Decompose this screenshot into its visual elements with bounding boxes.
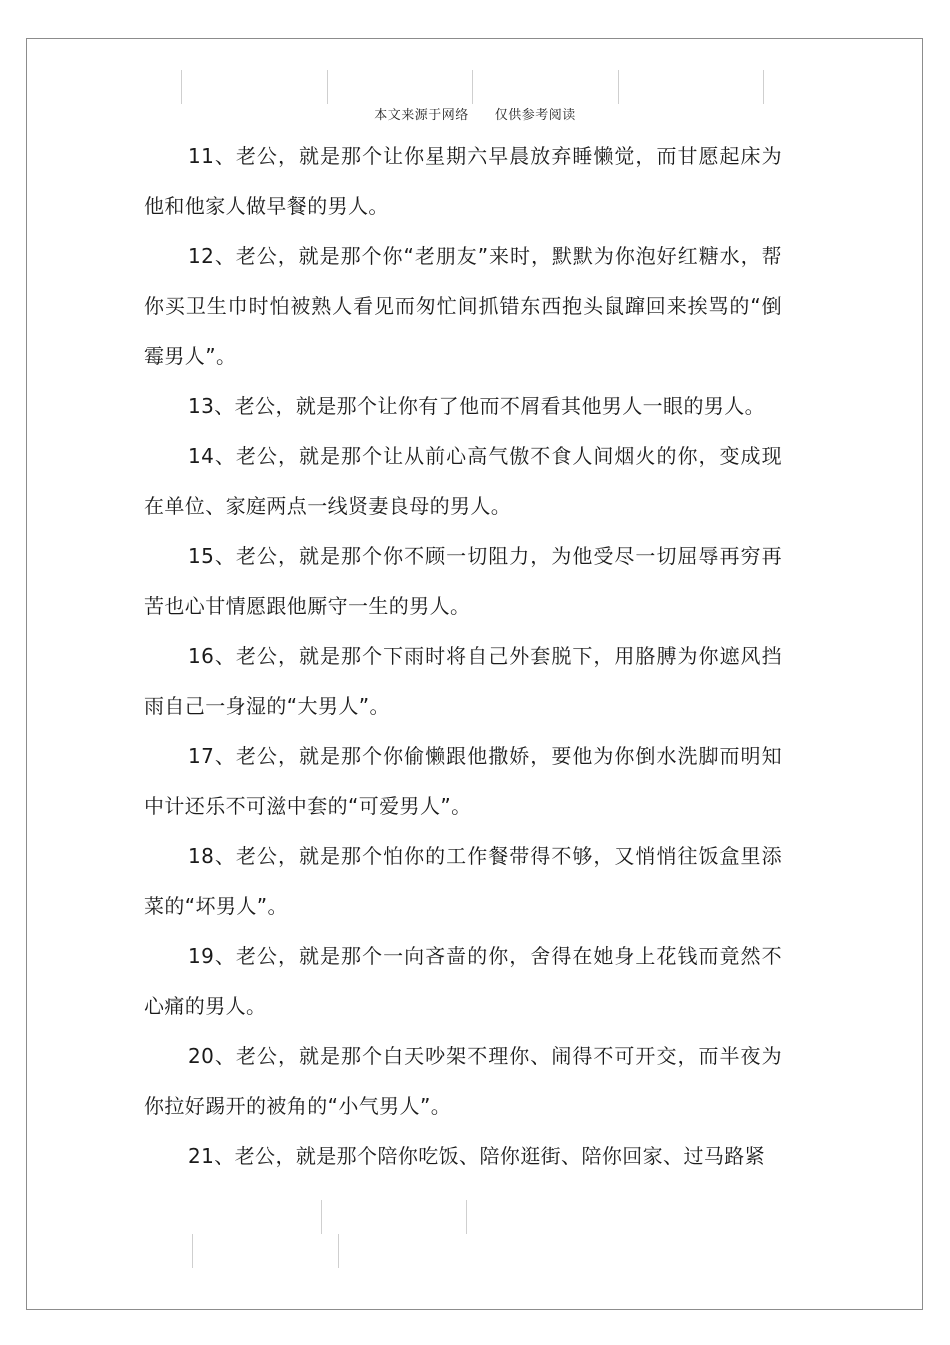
- footer-divider-line: [338, 1234, 339, 1268]
- header-note: [0, 104, 950, 123]
- source-note: 本文来源于网络: [374, 108, 469, 123]
- paragraph: 15、老公，就是那个你不顾一切阻力，为他受尽一切屈辱再穷再苦也心甘情愿跟他厮守一生的男人。: [144, 544, 782, 618]
- footer-divider-line: [192, 1234, 193, 1268]
- paragraph: 16、老公，就是那个下雨时将自己外套脱下，用胳膊为你遮风挡雨自己一身湿的“大男人”。: [144, 644, 782, 718]
- paragraph: 21、老公，就是那个陪你吃饭、陪你逛街、陪你回家、过马路紧: [188, 1144, 766, 1168]
- footer-divider-line: [321, 1200, 322, 1234]
- article-body: [144, 131, 782, 1181]
- footer-divider-line: [466, 1200, 467, 1234]
- paragraph: 20、老公，就是那个白天吵架不理你、闹得不可开交，而半夜为你拉好踢开的被角的“小气男人”。: [144, 1044, 782, 1118]
- paragraph: 14、老公，就是那个让从前心高气傲不食人间烟火的你，变成现在单位、家庭两点一线贤妻良母的男人。: [144, 444, 782, 518]
- paragraph: 18、老公，就是那个怕你的工作餐带得不够，又悄悄往饭盒里添菜的“坏男人”。: [144, 844, 782, 918]
- header-divider-line: [472, 70, 473, 104]
- paragraph: 19、老公，就是那个一向吝啬的你，舍得在她身上花钱而竟然不心痛的男人。: [144, 944, 782, 1018]
- paragraph: 13、老公，就是那个让你有了他而不屑看其他男人一眼的男人。: [188, 394, 766, 418]
- header-divider-line: [763, 70, 764, 104]
- header-divider-line: [181, 70, 182, 104]
- header-divider-line: [327, 70, 328, 104]
- header-divider-line: [618, 70, 619, 104]
- paragraph: 12、老公，就是那个你“老朋友”来时，默默为你泡好红糖水，帮你买卫生巾时怕被熟人看见而匆忙间抓错东西抱头鼠蹿回来挨骂的“倒霉男人”。: [144, 244, 782, 368]
- paragraph: 11、老公，就是那个让你星期六早晨放弃睡懒觉，而甘愿起床为他和他家人做早餐的男人。: [144, 144, 782, 218]
- reference-note: 仅供参考阅读: [494, 108, 576, 123]
- paragraph: 17、老公，就是那个你偷懒跟他撒娇，要他为你倒水洗脚而明知中计还乐不可滋中套的“可爱男人”。: [144, 744, 782, 818]
